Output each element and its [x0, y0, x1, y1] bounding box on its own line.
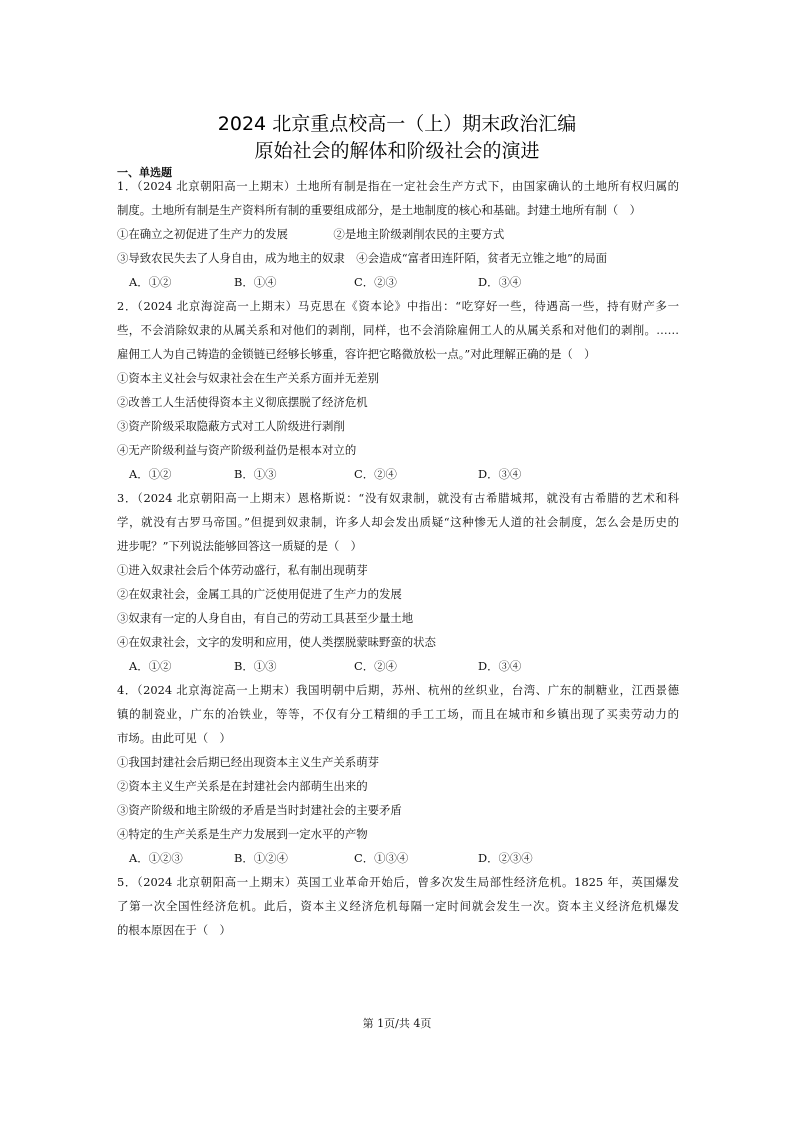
question-stem-line: 镇的制瓷业，广东的冶铁业，等等，不仅有分工精细的手工工场，而且在城市和乡镇出现了买卖劳动力的 — [117, 707, 679, 721]
option-statement: ③资产阶级采取隐蔽方式对工人阶级进行剥削 — [117, 419, 345, 433]
question-stem-line: 市场。由此可见（ ） — [117, 731, 231, 745]
question-stem-line: 3．（2024 北京朝阳高一上期末）恩格斯说：“没有奴隶制，就没有古希腊城邦，就没有古希腊的艺术和科 — [117, 491, 679, 505]
choice-a: A．①② — [129, 467, 172, 481]
option-statement: ②改善工人生活使得资本主义彻底摆脱了经济危机 — [117, 395, 368, 409]
question-stem-line: 1．（2024 北京朝阳高一上期末）土地所有制是指在一定社会生产方式下，由国家确认的土地所有权归属的 — [117, 179, 679, 193]
question-2 — [117, 294, 679, 486]
option-statement: ③资产阶级和地主阶级的矛盾是当时封建社会的主要矛盾 — [117, 803, 402, 817]
section-heading: 一、单选题 — [117, 166, 172, 179]
choice-b: B．①③ — [234, 467, 277, 481]
option-statement: ①资本主义社会与奴隶社会在生产关系方面并无差别 — [117, 371, 379, 385]
question-stem-line: 些，不会消除奴隶的从属关系和对他们的剥削，同样，也不会消除雇佣工人的从属关系和对他们的剥削。…… — [117, 323, 679, 337]
choice-a: A．①②③ — [129, 851, 183, 865]
option-statement: ②在奴隶社会，金属工具的广泛使用促进了生产力的发展 — [117, 587, 402, 601]
option-statement: ①我国封建社会后期已经出现资本主义生产关系萌芽 — [117, 755, 379, 769]
choice-d: D．③④ — [478, 467, 522, 481]
question-5 — [117, 870, 679, 942]
option-statement: ④无产阶级利益与资产阶级利益仍是根本对立的 — [117, 443, 357, 457]
question-1 — [117, 174, 679, 294]
answer-choices — [117, 462, 679, 486]
option-statement: ③奴隶有一定的人身自由，有自己的劳动工具甚至少量土地 — [117, 611, 414, 625]
answer-choices — [117, 270, 679, 294]
option-statement: ①在确立之初促进了生产力的发展 ②是地主阶级剥削农民的主要方式 — [117, 227, 505, 241]
option-statement: ①进入奴隶社会后个体劳动盛行，私有制出现萌芽 — [117, 563, 368, 577]
question-stem-line: 的根本原因在于（ ） — [117, 923, 231, 937]
choice-c: C．②④ — [354, 659, 397, 673]
question-3 — [117, 486, 679, 678]
document-title: 2024 北京重点校高一（上）期末政治汇编 — [217, 113, 577, 135]
choice-a: A．①② — [129, 275, 172, 289]
question-stem-line: 雇佣工人为自己铸造的金锁链已经够长够重，容许把它略微放松一点。”对此理解正确的是（ ） — [117, 347, 596, 361]
option-statement: ③导致农民失去了人身自由，成为地主的奴隶 ④会造成“富者田连阡陌，贫者无立锥之地”的局面 — [117, 251, 608, 265]
question-stem-line: 4．（2024 北京海淀高一上期末）我国明朝中后期，苏州、杭州的丝织业，台湾、广东的制糖业，江西景德 — [117, 683, 679, 697]
choice-b: B．①②④ — [234, 851, 288, 865]
question-stem-line: 5．（2024 北京朝阳高一上期末）英国工业革命开始后，曾多次发生局部性经济危机。1825 年，英国爆发 — [117, 875, 679, 889]
question-stem-line: 学，就没有古罗马帝国。”但提到奴隶制，许多人却会发出质疑“这种惨无人道的社会制度，怎么会是历史的 — [117, 515, 679, 529]
choice-c: C．②④ — [354, 467, 397, 481]
answer-choices — [117, 846, 679, 870]
choice-d: D．②③④ — [478, 851, 533, 865]
document-subtitle: 原始社会的解体和阶级社会的演进 — [254, 140, 540, 162]
question-stem-line: 制度。土地所有制是生产资料所有制的重要组成部分，是土地制度的核心和基础。封建土地所有制（ ） — [117, 203, 641, 217]
question-stem-line: 进步呢？”下列说法能够回答这一质疑的是（ ） — [117, 539, 363, 553]
choice-d: D．③④ — [478, 275, 522, 289]
option-statement: ②资本主义生产关系是在封建社会内部萌生出来的 — [117, 779, 368, 793]
answer-choices — [117, 654, 679, 678]
choice-a: A．①② — [129, 659, 172, 673]
page-number: 第 1页/共 4页 — [362, 1017, 432, 1030]
question-4 — [117, 678, 679, 870]
option-statement: ④特定的生产关系是生产力发展到一定水平的产物 — [117, 827, 368, 841]
question-stem-line: 2．（2024 北京海淀高一上期末）马克思在《资本论》中指出：“吃穿好一些，待遇高一些，持有财产多一 — [117, 299, 679, 313]
choice-c: C．②③ — [354, 275, 397, 289]
choice-b: B．①③ — [234, 659, 277, 673]
option-statement: ④在奴隶社会，文字的发明和应用，使人类摆脱蒙昧野蛮的状态 — [117, 635, 436, 649]
choice-c: C．①③④ — [354, 851, 409, 865]
question-stem-line: 了第一次全国性经济危机。此后，资本主义经济危机每隔一定时间就会发生一次。资本主义经济危机爆发 — [117, 899, 679, 913]
choice-b: B．①④ — [234, 275, 277, 289]
choice-d: D．③④ — [478, 659, 522, 673]
